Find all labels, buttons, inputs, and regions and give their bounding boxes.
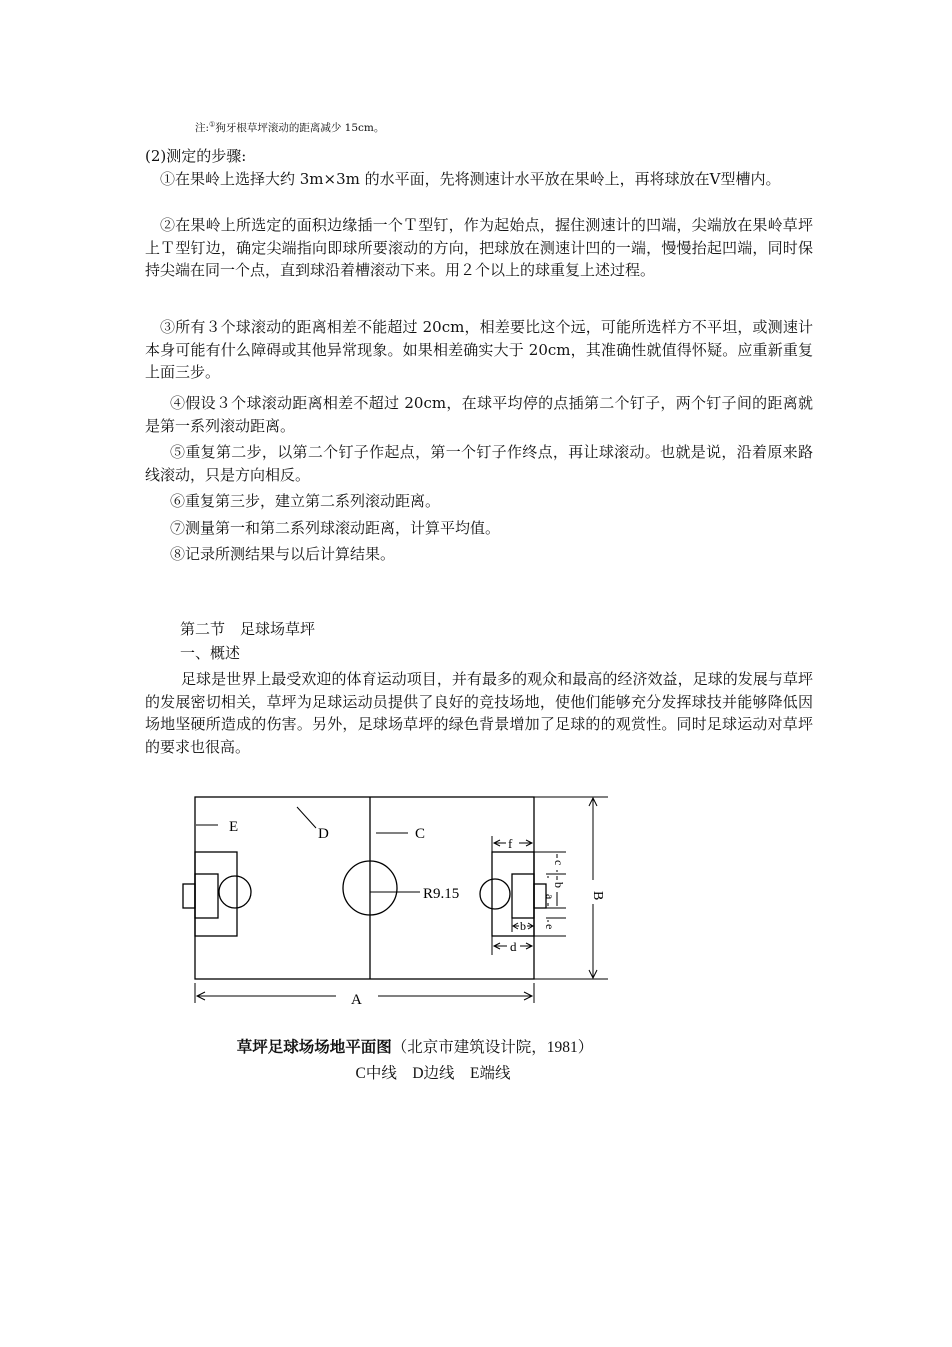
footnote: [195, 120, 384, 135]
label-radius: R9.15: [423, 886, 460, 902]
label-d-leader: [297, 807, 316, 828]
label-b-vertical: b: [552, 882, 566, 888]
field-boundary: [195, 797, 534, 979]
label-e-small: e: [543, 924, 557, 930]
step-5: ⑤重复第二步，以第二个钉子作起点，第一个钉子作终点，再让球滚动。也就是说，沿着原来路线滚动，只是方向相反。: [145, 443, 813, 484]
steps-heading: (2)测定的步骤:: [145, 147, 247, 165]
step-8: ⑧记录所测结果与以后计算结果。: [170, 545, 396, 563]
figure-caption-title: 草坪足球场场地平面图: [236, 1039, 392, 1056]
right-goal-area: [512, 874, 534, 918]
label-b-width: B: [590, 891, 605, 901]
label-c-small: c: [552, 860, 566, 866]
left-penalty-arc: [219, 876, 251, 908]
step-3: ③所有３个球滚动的距离相差不能超过 20cm，相差要比这个远，可能所选样方不平坦，或测速计本身可能有什么障碍或其他异常现象。如果相差确实大于 20cm，其准确性就值得怀疑。应重新重复上面三步。: [145, 318, 813, 382]
overview-paragraph: 足球是世界上最受欢迎的体育运动项目，并有最多的观众和最高的经济效益，足球的发展与草坪的发展密切相关，草坪为足球运动员提供了良好的竞技场地，使他们能够充分发挥球技并能够降低因场地坚硬所造成的伤害。另外，足球场草坪的绿色背景增加了足球的的观赏性。同时足球运动对草坪的要求也很高。: [145, 670, 813, 757]
label-a-small: a: [543, 894, 557, 900]
subsection-title: 一、概述: [180, 644, 241, 662]
right-penalty-arc: [480, 879, 510, 909]
section-title: 第二节 足球场草坪: [180, 620, 316, 638]
label-b-small: b: [520, 919, 526, 933]
label-e: E: [229, 819, 239, 835]
right-penalty-area: [492, 852, 534, 936]
footnote-text: 狗牙根草坪滚动的距离减少 15cm。: [215, 122, 385, 134]
figure-caption-source: （北京市建筑设计院，1981）: [391, 1039, 594, 1056]
left-goal-area: [195, 874, 218, 918]
step-6: ⑥重复第三步，建立第二系列滚动距离。: [170, 492, 441, 510]
label-f: f: [508, 836, 513, 851]
step-2: ②在果岭上所选定的面积边缘插一个Ｔ型钉，作为起始点，握住测速计的凹端，尖端放在果岭草坪上Ｔ型钉边，确定尖端指向即球所要滚动的方向，把球放在测速计凹的一端，慢慢抬起凹端，同时保持尖端在同一个点，直到球沿着槽滚动下来。用２个以上的球重复上述过程。: [145, 216, 813, 280]
footnote-marker: ①: [209, 120, 216, 129]
figure-legend: C中线 D边线 E端线: [355, 1065, 511, 1082]
label-c: C: [415, 826, 426, 842]
figure-caption: [0, 1035, 830, 1057]
footnote-prefix: 注:: [195, 122, 210, 134]
step-4: ④假设３个球滚动距离相差不超过 20cm，在球平均停的点插第二个钉子，两个钉子间的距离就是第一系列滚动距离。: [145, 394, 813, 435]
left-goal: [183, 884, 195, 908]
step-7: ⑦测量第一和第二系列球滚动距离，计算平均值。: [170, 519, 501, 537]
step-1: ①在果岭上选择大约 3m×3m 的水平面，先将测速计水平放在果岭上，再将球放在Ⅴ型槽内。: [160, 170, 781, 188]
football-field-diagram: [170, 790, 630, 1010]
left-penalty-area: [195, 852, 237, 936]
label-a: A: [351, 992, 362, 1008]
label-d-small: d: [510, 939, 517, 954]
label-d: D: [318, 826, 329, 842]
